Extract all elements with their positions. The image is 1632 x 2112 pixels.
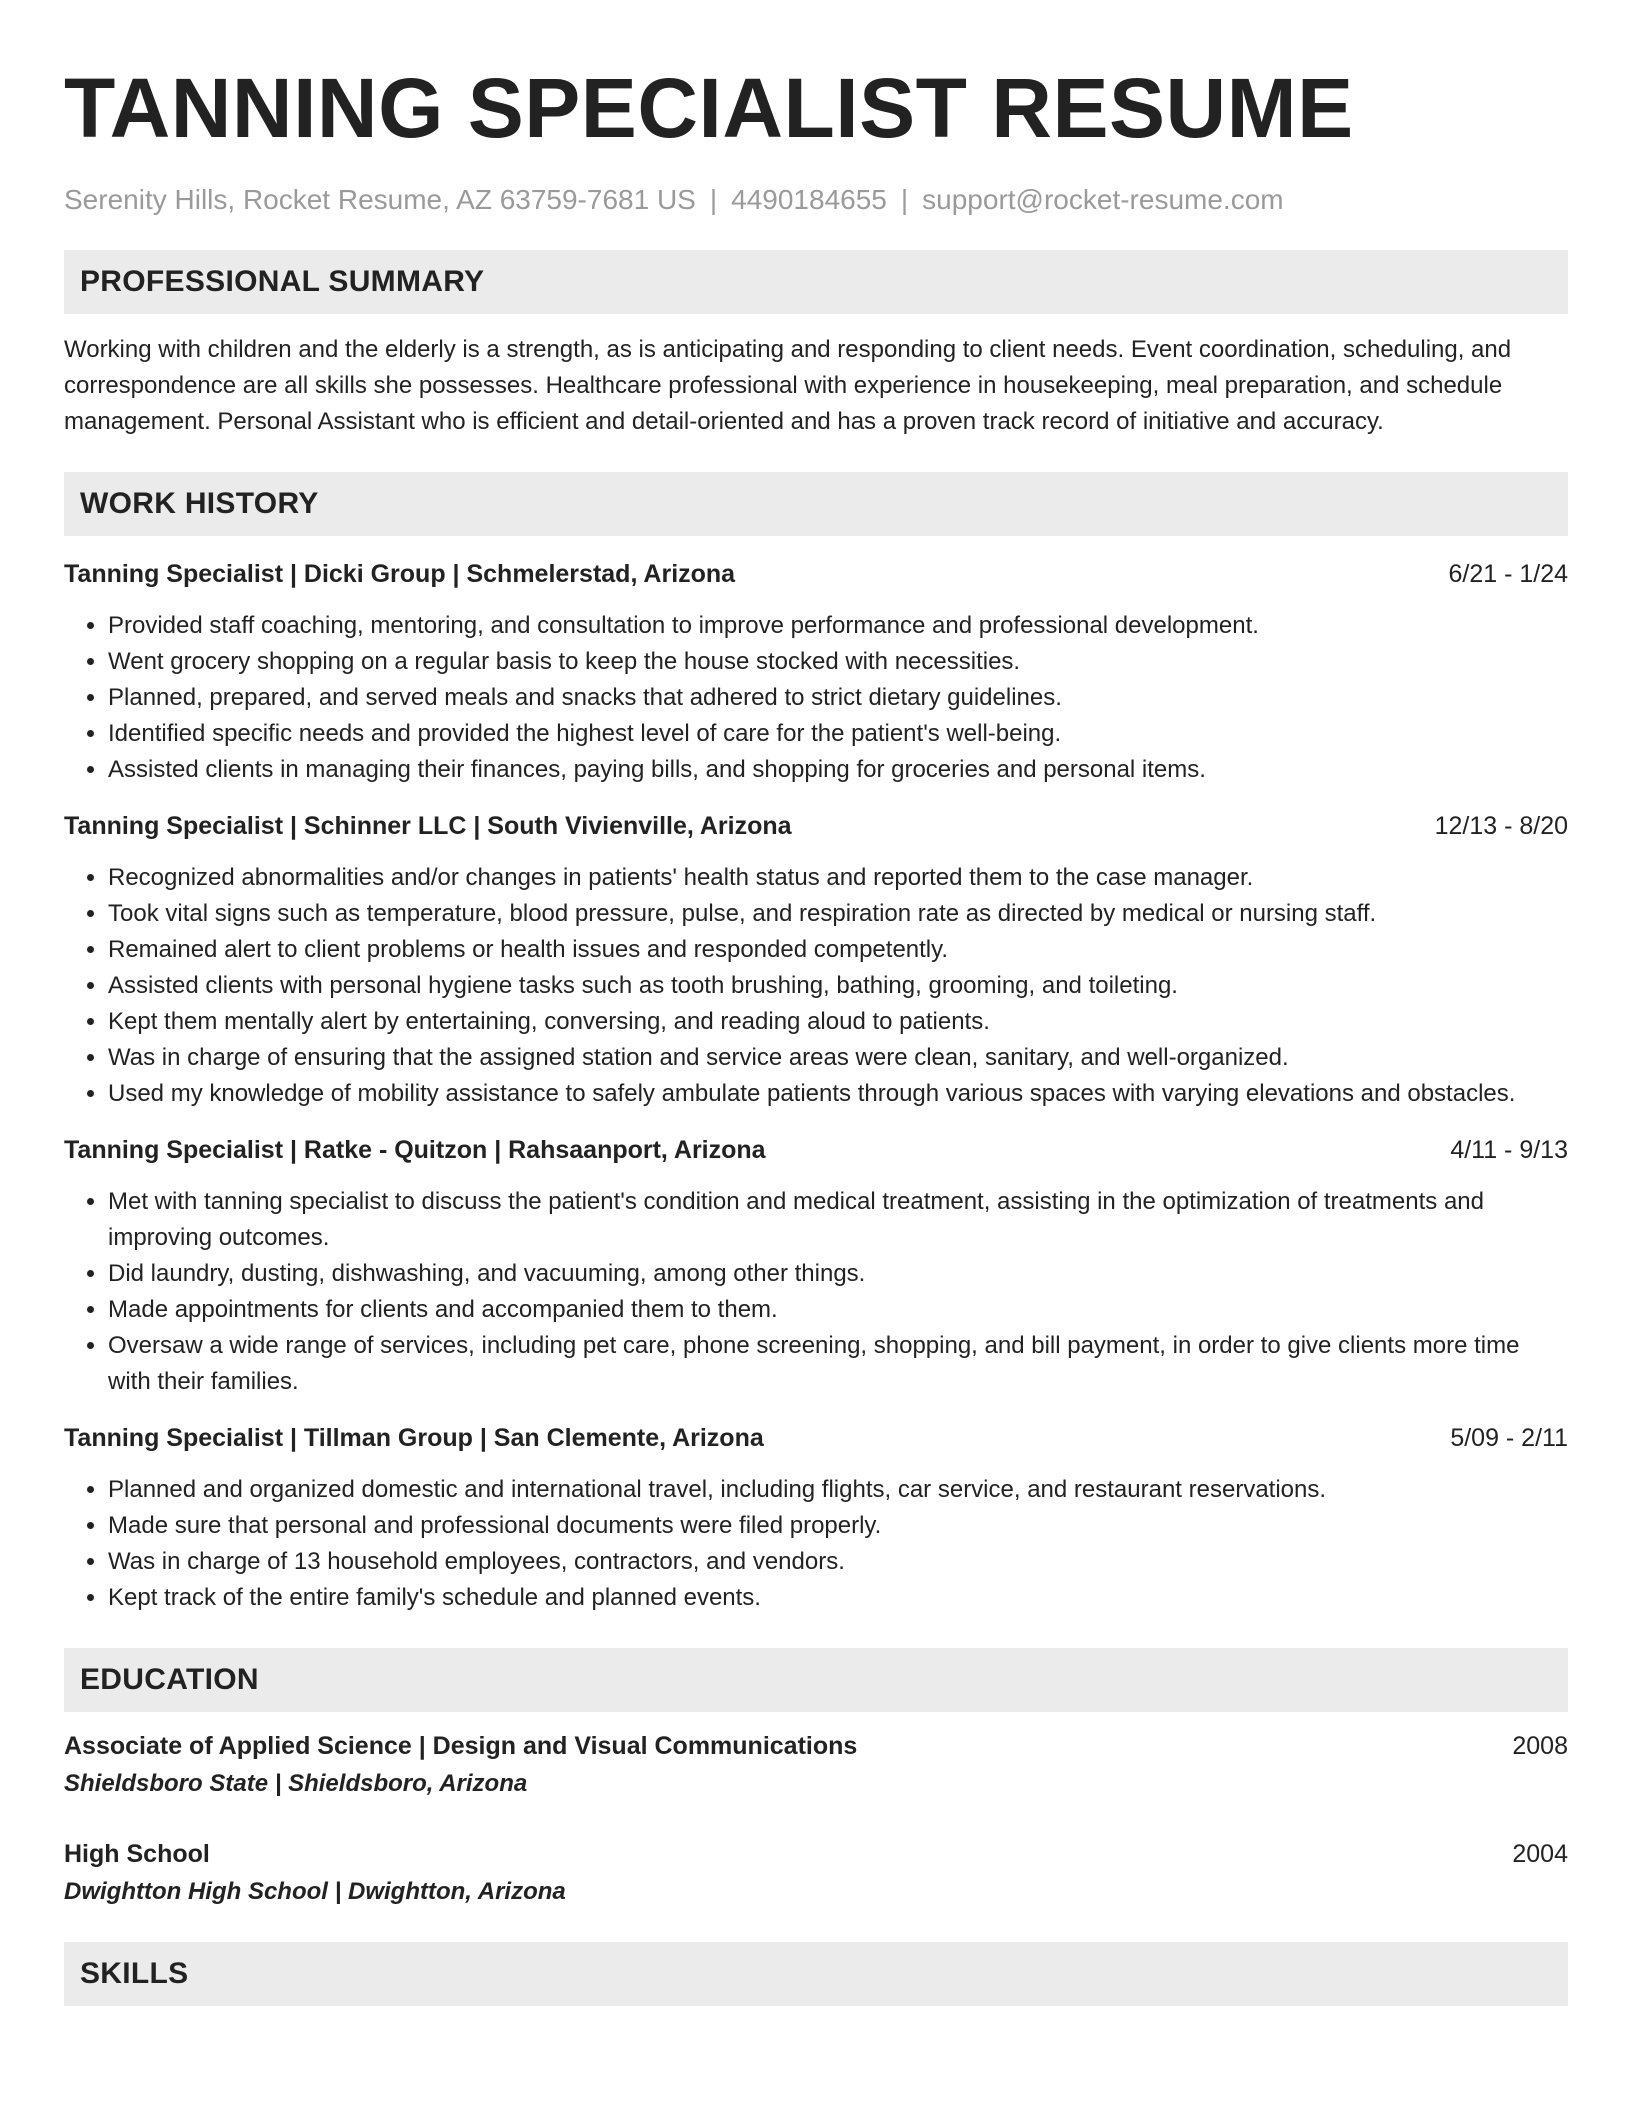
skills-heading: SKILLS xyxy=(80,1957,189,1990)
education-school: Shieldsboro State | Shieldsboro, Arizona xyxy=(64,1770,528,1797)
education-degree: High School xyxy=(64,1840,210,1868)
job-dates: 5/09 - 2/11 xyxy=(1450,1424,1568,1452)
contact-address: Serenity Hills, Rocket Resume, AZ 63759-7681 US xyxy=(64,184,696,215)
summary-text: Working with children and the elderly is a strength, as is anticipating and responding to client needs. Event coordination, scheduling, and correspondence are all skills she possesses. Healthcare professional with experience in housekeeping, meal preparation, and schedule management. Personal Assistant who is efficient and detail-oriented and has a proven track record of initiative and accuracy. xyxy=(64,336,1512,435)
job-bullet: • Remained alert to client problems or health issues and responded competently. xyxy=(108,932,1568,968)
job-title: Tanning Specialist | Schinner LLC | South Vivienville, Arizona xyxy=(64,812,792,840)
education-school: Dwightton High School | Dwightton, Arizona xyxy=(64,1878,566,1905)
job-bullet: • Kept track of the entire family's schedule and planned events. xyxy=(108,1580,1568,1616)
job-dates: 4/11 - 9/13 xyxy=(1450,1136,1568,1164)
job-bullet: • Made appointments for clients and accompanied them to them. xyxy=(108,1292,1568,1328)
education-section-header xyxy=(64,1648,1568,1712)
job-bullet: • Took vital signs such as temperature, blood pressure, pulse, and respiration rate as directed by medical or nursing staff. xyxy=(108,896,1568,932)
education-entry xyxy=(64,1836,1568,1910)
job-bullet: • Planned and organized domestic and international travel, including flights, car service, and restaurant reservations. xyxy=(108,1472,1568,1508)
job-bullet: • Identified specific needs and provided the highest level of care for the patient's well-being. xyxy=(108,716,1568,752)
job-entry xyxy=(64,556,1568,788)
job-bullet: • Was in charge of ensuring that the assigned station and service areas were clean, sanitary, and well-organized. xyxy=(108,1040,1568,1076)
job-bullet: • Provided staff coaching, mentoring, and consultation to improve performance and professional development. xyxy=(108,608,1568,644)
job-bullet: • Assisted clients in managing their finances, paying bills, and shopping for groceries and personal items. xyxy=(108,752,1568,788)
education-heading: EDUCATION xyxy=(80,1663,259,1696)
job-bullet: • Went grocery shopping on a regular basis to keep the house stocked with necessities. xyxy=(108,644,1568,680)
education-entry xyxy=(64,1728,1568,1802)
contact-phone: 4490184655 xyxy=(731,184,887,215)
job-title: Tanning Specialist | Ratke - Quitzon | Rahsaanport, Arizona xyxy=(64,1136,766,1164)
job-title: Tanning Specialist | Tillman Group | San Clemente, Arizona xyxy=(64,1424,764,1452)
job-bullet: • Oversaw a wide range of services, including pet care, phone screening, shopping, and bill payment, in order to give clients more time with their families. xyxy=(108,1328,1568,1400)
work-section-header xyxy=(64,472,1568,536)
job-entry xyxy=(64,1132,1568,1400)
job-dates: 12/13 - 8/20 xyxy=(1434,812,1568,840)
job-bullets xyxy=(64,608,1568,788)
job-entry xyxy=(64,1420,1568,1616)
summary-heading: PROFESSIONAL SUMMARY xyxy=(80,265,485,298)
work-heading: WORK HISTORY xyxy=(80,487,319,520)
skills-section-header xyxy=(64,1942,1568,2006)
job-bullet: • Did laundry, dusting, dishwashing, and vacuuming, among other things. xyxy=(108,1256,1568,1292)
job-bullet: • Made sure that personal and professional documents were filed properly. xyxy=(108,1508,1568,1544)
job-dates: 6/21 - 1/24 xyxy=(1448,560,1568,588)
job-bullets xyxy=(64,1184,1568,1400)
contact-separator: | xyxy=(900,184,909,215)
job-bullet: • Met with tanning specialist to discuss the patient's condition and medical treatment, assisting in the optimization of treatments and improving outcomes. xyxy=(108,1184,1568,1256)
job-bullets xyxy=(64,860,1568,1112)
job-bullet: • Assisted clients with personal hygiene tasks such as tooth brushing, bathing, grooming, and toileting. xyxy=(108,968,1568,1004)
job-title: Tanning Specialist | Dicki Group | Schmelerstad, Arizona xyxy=(64,560,736,588)
contact-separator: | xyxy=(709,184,718,215)
job-bullet: • Recognized abnormalities and/or changes in patients' health status and reported them to the case manager. xyxy=(108,860,1568,896)
resume-title: TANNING SPECIALIST RESUME xyxy=(64,61,1354,155)
job-entry xyxy=(64,808,1568,1112)
job-bullet: • Kept them mentally alert by entertaining, conversing, and reading aloud to patients. xyxy=(108,1004,1568,1040)
education-year: 2004 xyxy=(1512,1840,1568,1868)
contact-line xyxy=(64,182,1568,218)
job-bullet: • Was in charge of 13 household employees, contractors, and vendors. xyxy=(108,1544,1568,1580)
job-bullet: • Planned, prepared, and served meals and snacks that adhered to strict dietary guidelines. xyxy=(108,680,1568,716)
summary-section-header xyxy=(64,250,1568,314)
contact-email: support@rocket-resume.com xyxy=(922,184,1284,215)
job-bullets xyxy=(64,1472,1568,1616)
education-degree: Associate of Applied Science | Design and Visual Communications xyxy=(64,1732,858,1760)
education-year: 2008 xyxy=(1512,1732,1568,1760)
job-bullet: • Used my knowledge of mobility assistance to safely ambulate patients through various spaces with varying elevations and obstacles. xyxy=(108,1076,1568,1112)
